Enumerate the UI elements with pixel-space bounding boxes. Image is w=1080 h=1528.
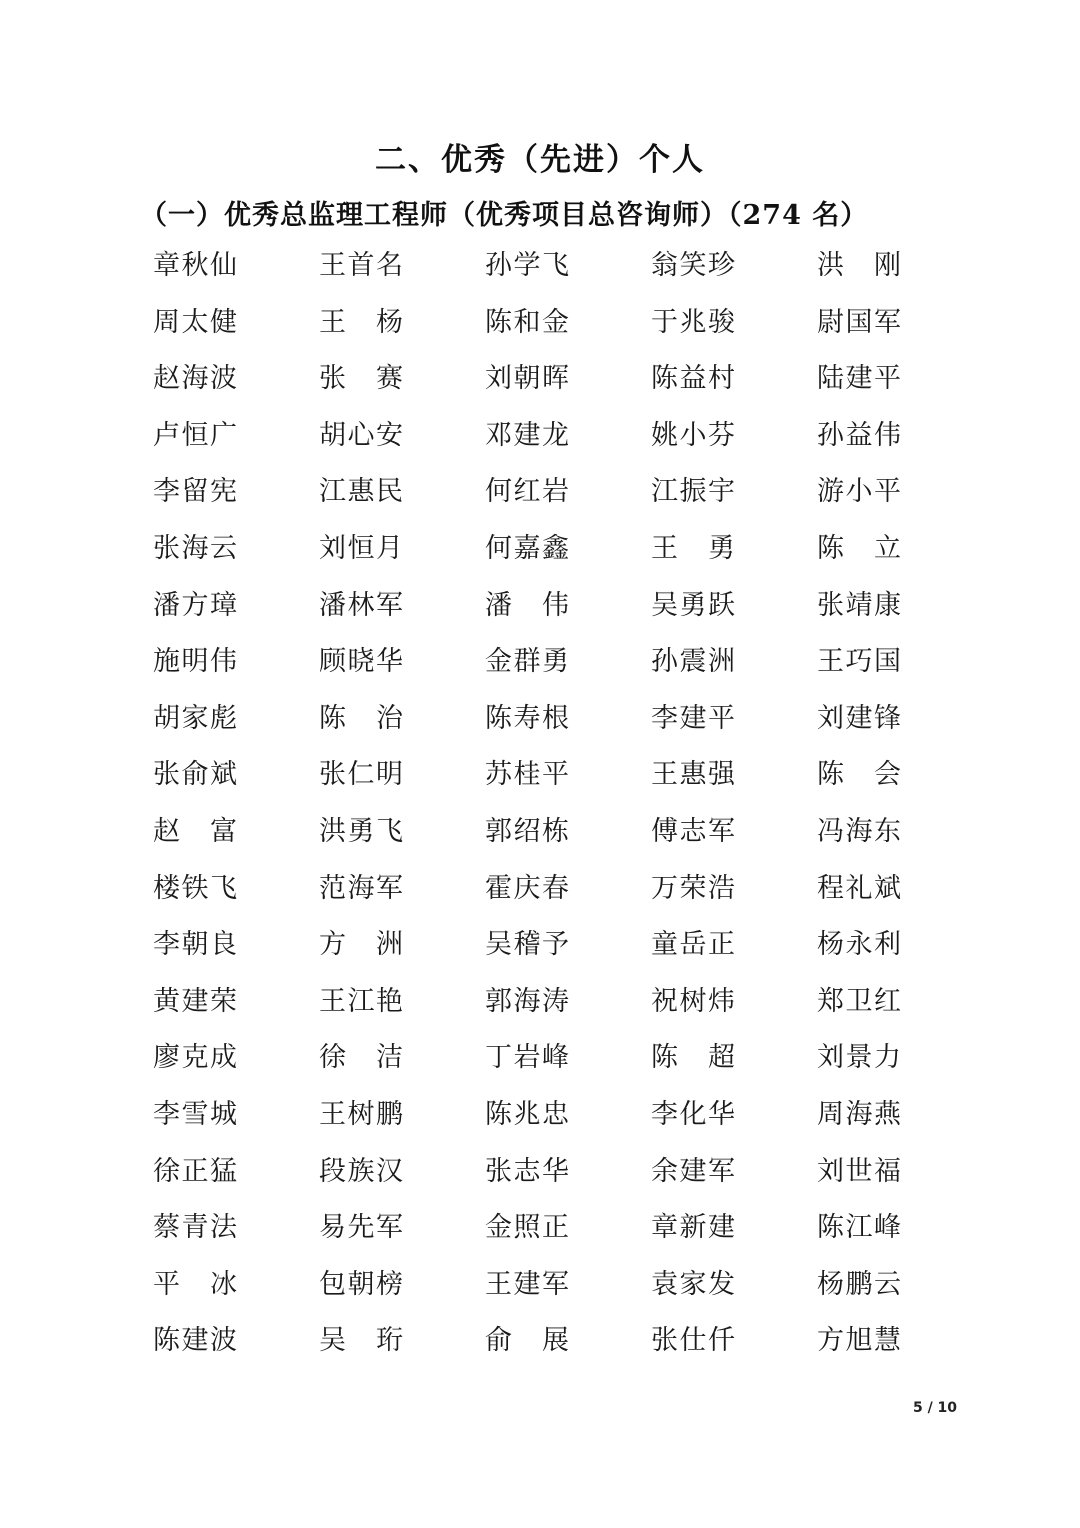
name-text: 刘建锋: [817, 702, 901, 734]
name-text: 李朝良: [153, 929, 237, 961]
name-text: 陆建平: [817, 363, 901, 395]
name-entry: [651, 1206, 817, 1263]
name-text: 江振宇: [651, 476, 735, 508]
name-text: 祝树炜: [651, 985, 735, 1017]
name-text: 张靖康: [817, 589, 901, 621]
name-entry: [485, 1206, 651, 1263]
name-entry: [817, 244, 983, 301]
name-text: 王巧国: [817, 646, 901, 678]
name-text: 包朝榜: [319, 1268, 403, 1300]
page-number: 5 / 10: [912, 1400, 958, 1416]
name-entry: [153, 1036, 319, 1093]
name-entry: [651, 1036, 817, 1093]
section-title: 二、优秀（先进）个人: [375, 142, 705, 178]
name-text: 易先军: [319, 1212, 403, 1244]
name-entry: [319, 1319, 485, 1376]
name-text: 陈江峰: [817, 1212, 901, 1244]
name-entry: [153, 244, 319, 301]
name-text: 俞 展: [485, 1325, 569, 1357]
name-entry: [153, 640, 319, 697]
name-text: 胡家彪: [153, 702, 237, 734]
name-text: 蔡青法: [153, 1212, 237, 1244]
name-text: 平 冰: [153, 1268, 237, 1300]
name-entry: [817, 1093, 983, 1150]
name-entry: [817, 867, 983, 924]
name-entry: [817, 640, 983, 697]
name-text: 王树鹏: [319, 1098, 403, 1130]
name-entry: [817, 810, 983, 867]
name-text: 程礼斌: [817, 872, 901, 904]
name-entry: [817, 470, 983, 527]
name-entry: [153, 357, 319, 414]
name-entry: [319, 640, 485, 697]
name-text: 邓建龙: [485, 419, 569, 451]
name-entry: [651, 1093, 817, 1150]
name-entry: [651, 810, 817, 867]
name-entry: [153, 923, 319, 980]
name-entry: [319, 1150, 485, 1207]
name-entry: [319, 980, 485, 1037]
name-entry: [153, 470, 319, 527]
name-text: 陈 立: [817, 532, 901, 564]
name-entry: [485, 244, 651, 301]
name-entry: [319, 357, 485, 414]
name-text: 陈益村: [651, 363, 735, 395]
name-entry: [485, 1319, 651, 1376]
name-entry: [319, 867, 485, 924]
name-text: 于兆骏: [651, 306, 735, 338]
name-entry: [651, 980, 817, 1037]
name-entry: [319, 244, 485, 301]
name-text: 张仁明: [319, 759, 403, 791]
name-entry: [651, 584, 817, 641]
name-entry: [485, 640, 651, 697]
name-entry: [319, 414, 485, 471]
name-entry: [319, 470, 485, 527]
name-entry: [485, 584, 651, 641]
name-text: 赵 富: [153, 815, 237, 847]
name-text: 孙学飞: [485, 250, 569, 281]
name-entry: [153, 1093, 319, 1150]
name-text: 洪 刚: [817, 250, 901, 281]
name-text: 金照正: [485, 1212, 569, 1244]
name-entry: [651, 640, 817, 697]
name-text: 刘景力: [817, 1042, 901, 1074]
name-text: 方 洲: [319, 929, 403, 961]
name-text: 王建军: [485, 1268, 569, 1300]
name-entry: [319, 697, 485, 754]
name-text: 陈 会: [817, 759, 901, 791]
name-entry: [319, 584, 485, 641]
name-entry: [485, 1150, 651, 1207]
name-text: 苏桂平: [485, 759, 569, 791]
name-entry: [485, 810, 651, 867]
name-entry: [319, 1263, 485, 1320]
name-text: 张海云: [153, 532, 237, 564]
name-entry: [485, 1036, 651, 1093]
name-text: 游小平: [817, 476, 901, 508]
name-text: 余建军: [651, 1155, 735, 1187]
name-text: 卢恒广: [153, 419, 237, 451]
name-text: 周太健: [153, 306, 237, 338]
name-text: 黄建荣: [153, 985, 237, 1017]
name-entry: [651, 697, 817, 754]
name-text: 廖克成: [153, 1042, 237, 1074]
name-text: 傅志军: [651, 815, 735, 847]
name-entry: [485, 867, 651, 924]
name-entry: [651, 753, 817, 810]
name-entry: [817, 357, 983, 414]
name-entry: [651, 1263, 817, 1320]
name-entry: [153, 867, 319, 924]
name-text: 洪勇飞: [319, 815, 403, 847]
name-entry: [153, 1150, 319, 1207]
name-entry: [319, 301, 485, 358]
name-entry: [817, 1206, 983, 1263]
name-text: 孙益伟: [817, 419, 901, 451]
name-text: 王 勇: [651, 532, 735, 564]
name-text: 李雪城: [153, 1098, 237, 1130]
name-entry: [153, 697, 319, 754]
name-entry: [153, 1263, 319, 1320]
name-entry: [153, 527, 319, 584]
name-text: 翁笑珍: [651, 250, 735, 281]
name-entry: [651, 1150, 817, 1207]
name-entry: [485, 753, 651, 810]
name-entry: [651, 301, 817, 358]
name-entry: [319, 753, 485, 810]
name-text: 章新建: [651, 1212, 735, 1244]
name-entry: [817, 414, 983, 471]
name-text: 徐 洁: [319, 1042, 403, 1074]
name-text: 万荣浩: [651, 872, 735, 904]
name-entry: [651, 527, 817, 584]
name-entry: [153, 584, 319, 641]
name-text: 李留宪: [153, 476, 237, 508]
name-entry: [485, 1093, 651, 1150]
name-entry: [319, 923, 485, 980]
name-text: 刘恒月: [319, 532, 403, 564]
name-text: 胡心安: [319, 419, 403, 451]
name-text: 吴 珩: [319, 1325, 403, 1357]
name-text: 袁家发: [651, 1268, 735, 1300]
name-text: 陈 治: [319, 702, 403, 734]
name-entry: [651, 867, 817, 924]
name-text: 郭绍栋: [485, 815, 569, 847]
name-text: 赵海波: [153, 363, 237, 395]
name-entry: [485, 923, 651, 980]
name-text: 杨永利: [817, 929, 901, 961]
name-text: 陈兆忠: [485, 1098, 569, 1130]
name-entry: [817, 1150, 983, 1207]
name-text: 陈寿根: [485, 702, 569, 734]
name-entry: [153, 810, 319, 867]
name-text: 吴勇跃: [651, 589, 735, 621]
name-text: 姚小芬: [651, 419, 735, 451]
name-text: 施明伟: [153, 646, 237, 678]
name-entry: [153, 414, 319, 471]
name-entry: [485, 697, 651, 754]
name-entry: [817, 527, 983, 584]
name-text: 王首名: [319, 250, 403, 281]
name-text: 徐正猛: [153, 1155, 237, 1187]
name-entry: [319, 1206, 485, 1263]
name-text: 杨鹏云: [817, 1268, 901, 1300]
name-text: 楼铁飞: [153, 872, 237, 904]
name-text: 童岳正: [651, 929, 735, 961]
name-text: 李化华: [651, 1098, 735, 1130]
name-text: 张仕仟: [651, 1325, 735, 1357]
name-entry: [485, 470, 651, 527]
name-text: 何红岩: [485, 476, 569, 508]
name-entry: [485, 980, 651, 1037]
name-list: [153, 244, 943, 1376]
name-entry: [817, 1319, 983, 1376]
name-entry: [485, 301, 651, 358]
name-text: 段族汉: [319, 1155, 403, 1187]
name-text: 李建平: [651, 702, 735, 734]
name-text: 陈 超: [651, 1042, 735, 1074]
name-entry: [651, 357, 817, 414]
name-entry: [817, 753, 983, 810]
name-text: 尉国军: [817, 306, 901, 338]
name-text: 章秋仙: [153, 250, 237, 281]
name-entry: [817, 923, 983, 980]
name-entry: [817, 1036, 983, 1093]
name-text: 王江艳: [319, 985, 403, 1017]
name-entry: [485, 357, 651, 414]
name-text: 刘朝晖: [485, 363, 569, 395]
name-entry: [817, 301, 983, 358]
name-entry: [485, 527, 651, 584]
name-text: 何嘉鑫: [485, 532, 569, 564]
name-text: 周海燕: [817, 1098, 901, 1130]
name-entry: [153, 301, 319, 358]
name-text: 潘方璋: [153, 589, 237, 621]
name-text: 吴稽予: [485, 929, 569, 961]
name-text: 金群勇: [485, 646, 569, 678]
name-entry: [153, 1206, 319, 1263]
name-text: 王惠强: [651, 759, 735, 791]
name-text: 陈建波: [153, 1325, 237, 1357]
name-text: 冯海东: [817, 815, 901, 847]
name-text: 丁岩峰: [485, 1042, 569, 1074]
name-text: 王 杨: [319, 306, 403, 338]
name-text: 潘 伟: [485, 589, 569, 621]
name-entry: [651, 244, 817, 301]
name-text: 郑卫红: [817, 985, 901, 1017]
name-entry: [153, 1319, 319, 1376]
name-text: 张俞斌: [153, 759, 237, 791]
name-entry: [319, 1036, 485, 1093]
name-text: 范海军: [319, 872, 403, 904]
name-text: 郭海涛: [485, 985, 569, 1017]
name-entry: [319, 810, 485, 867]
name-entry: [153, 753, 319, 810]
name-text: 张志华: [485, 1155, 569, 1187]
name-text: 陈和金: [485, 306, 569, 338]
name-text: 方旭慧: [817, 1325, 901, 1357]
name-text: 霍庆春: [485, 872, 569, 904]
name-entry: [651, 923, 817, 980]
name-entry: [817, 1263, 983, 1320]
name-text: 刘世福: [817, 1155, 901, 1187]
name-entry: [319, 1093, 485, 1150]
name-entry: [485, 414, 651, 471]
name-entry: [319, 527, 485, 584]
subsection-title: （一）优秀总监理工程师（优秀项目总咨询师）（274 名）: [140, 200, 869, 231]
name-entry: [651, 470, 817, 527]
name-entry: [651, 1319, 817, 1376]
name-entry: [817, 980, 983, 1037]
name-text: 江惠民: [319, 476, 403, 508]
name-entry: [817, 584, 983, 641]
name-entry: [153, 980, 319, 1037]
name-text: 顾晓华: [319, 646, 403, 678]
name-entry: [817, 697, 983, 754]
name-entry: [485, 1263, 651, 1320]
name-text: 张 赛: [319, 363, 403, 395]
name-text: 孙震洲: [651, 646, 735, 678]
name-text: 潘林军: [319, 589, 403, 621]
name-entry: [651, 414, 817, 471]
